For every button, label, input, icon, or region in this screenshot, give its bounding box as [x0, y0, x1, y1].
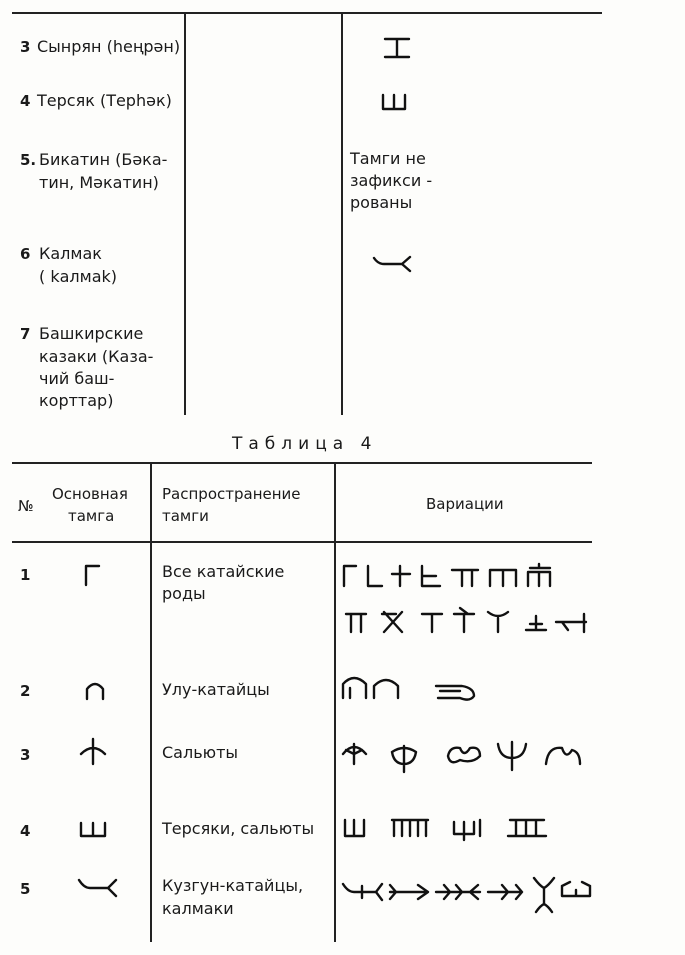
row-number: 4: [20, 92, 31, 110]
clan-name-line-1: Бикатин (Бәка-: [39, 150, 168, 169]
row-number: 3: [20, 746, 31, 764]
sha-tamga-icon: [380, 92, 408, 116]
hook-line-tamga-icon: [372, 254, 412, 278]
row-number: 5: [20, 880, 31, 898]
header-variants: Вариации: [426, 495, 504, 513]
clan-name-line-2: тин, Мәкатин): [39, 173, 159, 192]
clan-name-line-2: казаки (Каза-: [39, 347, 154, 366]
clan-name-line-2: ( kалмаk): [39, 267, 118, 286]
header-main-tamga-line-2: тамга: [68, 507, 115, 525]
spread-line-1: Все катайские: [162, 562, 285, 581]
top-col-divider-2: [341, 12, 343, 415]
spread-line-2: роды: [162, 584, 206, 603]
hook-line-tamga-icon: [76, 876, 120, 902]
arch-tamga-icon: [83, 679, 107, 705]
not-recorded-note-line-1: Тамги не: [350, 149, 426, 168]
header-main-tamga-line-1: Основная: [52, 485, 128, 503]
top-col-divider-1: [184, 12, 186, 415]
table4-header-rule: [12, 541, 592, 543]
not-recorded-note-line-3: рованы: [350, 193, 413, 212]
arrow-arch-tamga-icon: [78, 736, 108, 770]
clan-name-line-3: чий баш-: [39, 369, 115, 388]
header-number: №: [18, 497, 34, 515]
i-beam-tamga-icon: [383, 36, 411, 64]
clan-name: Терсяк (Терhәк): [37, 91, 172, 110]
not-recorded-note-line-2: зафикси -: [350, 171, 433, 190]
table4-col-divider-1: [150, 462, 152, 942]
arrow-arch-variants-icon: [340, 738, 590, 778]
sha-variants-icon: [342, 814, 552, 846]
header-spread-line-1: Распространение: [162, 485, 301, 503]
top-rule: [12, 12, 602, 14]
clan-name-line-4: корттар): [39, 391, 114, 410]
row-number: 1: [20, 566, 31, 584]
sha-tamga-icon: [78, 821, 108, 843]
table-caption: Таблица 4: [232, 434, 378, 454]
spread-line-1: Терсяки, сальюты: [162, 819, 315, 838]
row-number: 4: [20, 822, 31, 840]
row-number: 5.: [20, 151, 37, 169]
gamma-tamga-icon: [82, 563, 102, 591]
row-number: 6: [20, 245, 31, 263]
row-number: 3: [20, 38, 31, 56]
header-spread-line-2: тамги: [162, 507, 209, 525]
spread-line-1: Кузгун-катайцы,: [162, 876, 304, 895]
arch-variants-icon: [340, 674, 500, 706]
row-number: 7: [20, 325, 31, 343]
clan-name-line-1: Калмак: [39, 244, 102, 263]
table4-top-rule: [12, 462, 592, 464]
table4-col-divider-2: [334, 462, 336, 942]
clan-name-line-1: Башкирские: [39, 324, 144, 343]
spread-line-1: Сальюты: [162, 743, 239, 762]
row-number: 2: [20, 682, 31, 700]
gamma-variants-icon: [340, 562, 600, 638]
clan-name: Сынрян (hеңрән): [37, 37, 181, 56]
hook-line-variants-icon: [340, 872, 600, 922]
spread-line-2: калмаки: [162, 899, 234, 918]
spread-line-1: Улу-катайцы: [162, 680, 270, 699]
